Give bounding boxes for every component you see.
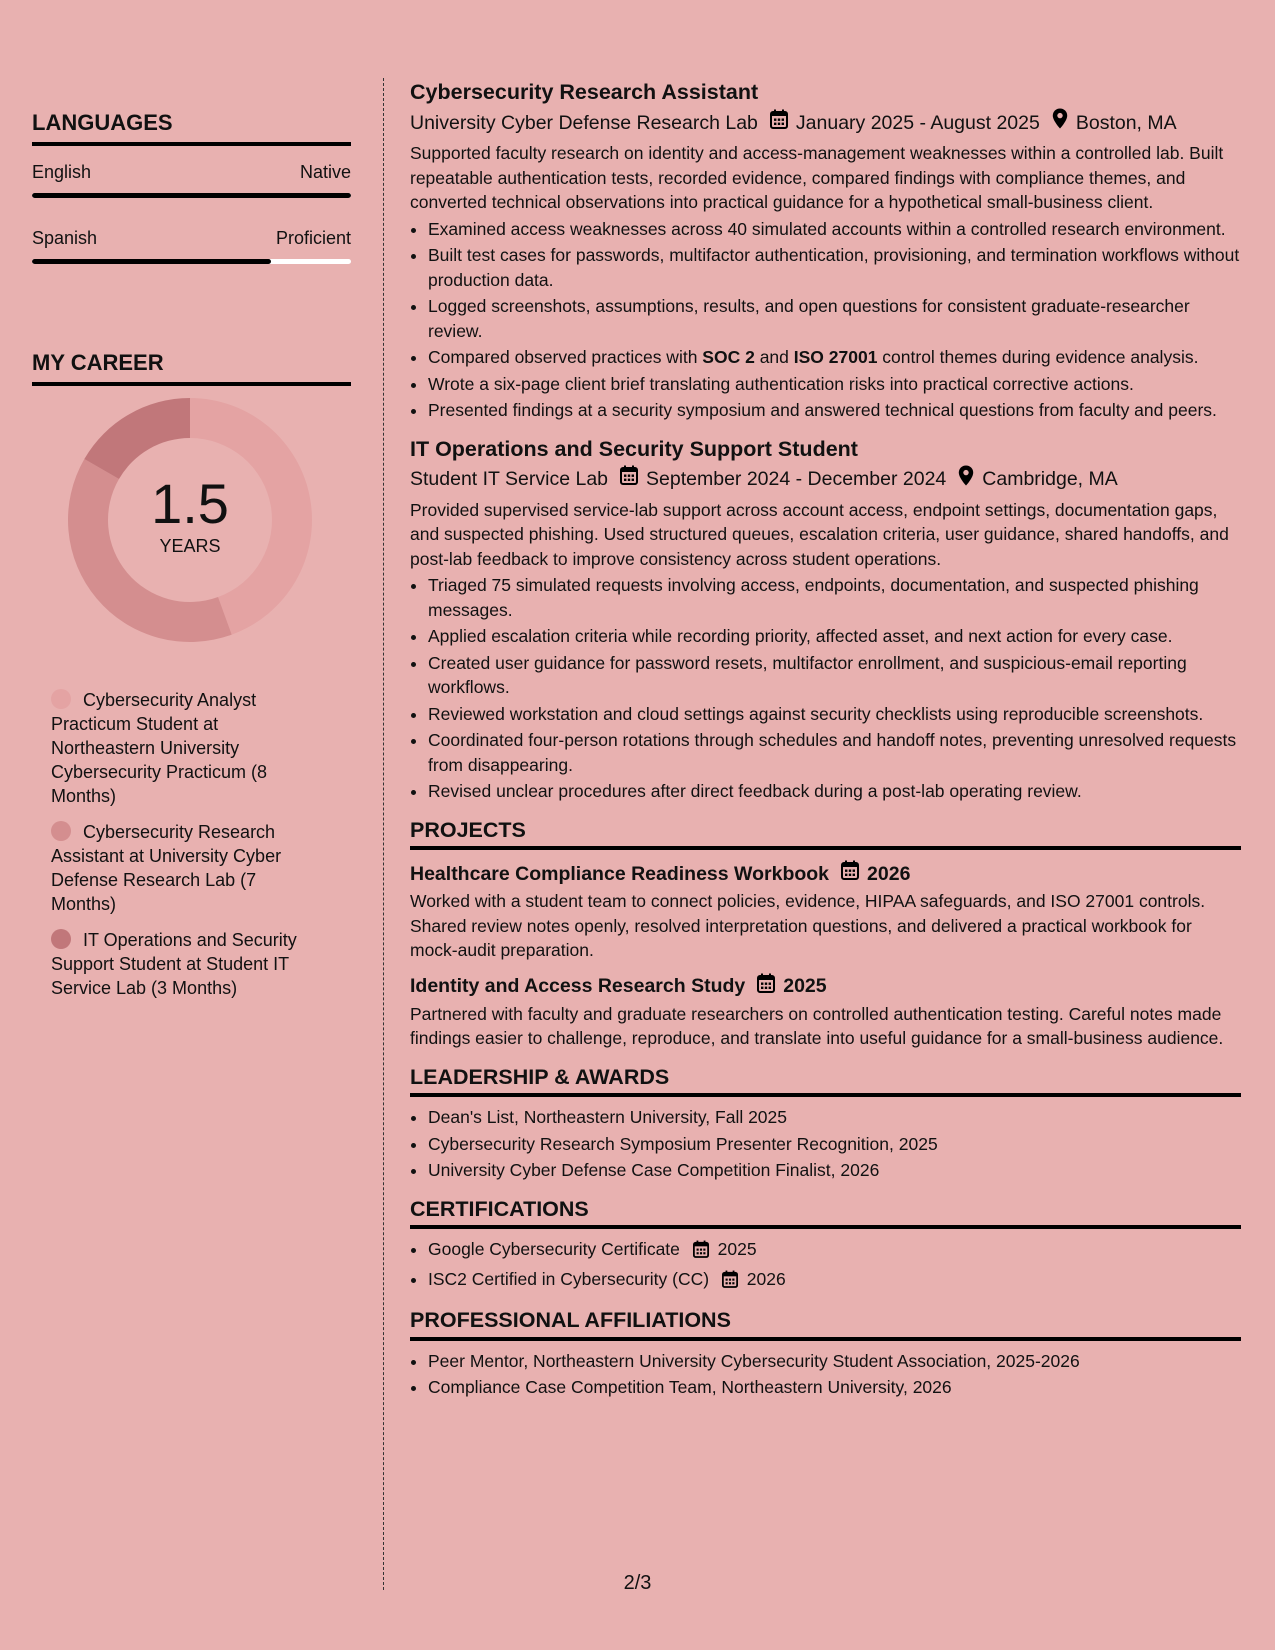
language-item xyxy=(32,228,351,264)
languages-title: LANGUAGES xyxy=(32,110,351,146)
language-proficiency-fill xyxy=(32,193,351,198)
career-total-unit: YEARS xyxy=(159,535,221,556)
page-number: 2/3 xyxy=(623,1572,652,1594)
language-item xyxy=(32,162,351,198)
project-name: Healthcare Compliance Readiness Workbook xyxy=(410,862,830,885)
project-heading xyxy=(410,973,1241,1000)
main-content xyxy=(410,78,1241,1402)
bullet-text: and xyxy=(754,347,794,367)
career-title: MY CAREER xyxy=(32,350,351,386)
career-donut-chart xyxy=(68,398,312,642)
language-level: Proficient xyxy=(275,228,351,248)
job-bullet: • Wrote a six-page client brief translating authentication risks into practical corrective actions. xyxy=(428,372,1241,397)
leadership-list xyxy=(410,1105,1241,1183)
calendar-icon xyxy=(620,465,638,493)
job-meta xyxy=(410,108,1241,137)
language-proficiency-bar xyxy=(32,193,351,198)
donut-center-label xyxy=(68,398,312,642)
experience-entry xyxy=(410,435,1241,804)
affiliation-item: • Peer Mentor, Northeastern University Cybersecurity Student Association, 2025-2026 xyxy=(428,1349,1241,1374)
career-legend-label: IT Operations and Security Support Student at Student IT Service Lab (3 Months) xyxy=(51,930,297,998)
certification-year: 2026 xyxy=(746,1268,786,1289)
job-bullet: • Logged screenshots, assumptions, results, and open questions for consistent graduate-researcher review. xyxy=(428,294,1241,343)
career-legend xyxy=(51,688,321,1012)
calendar-icon xyxy=(693,1240,709,1265)
job-bullet: • Coordinated four-person rotations through schedules and handoff notes, preventing unresolved requests from disappearing. xyxy=(428,728,1241,777)
job-location: Boston, MA xyxy=(1075,111,1177,134)
certifications-list xyxy=(410,1237,1241,1294)
calendar-icon xyxy=(770,109,788,137)
language-level: Native xyxy=(299,162,351,182)
job-dates: January 2025 - August 2025 xyxy=(795,111,1040,134)
job-title: Cybersecurity Research Assistant xyxy=(410,80,759,104)
leadership-title: LEADERSHIP & AWARDS xyxy=(410,1065,1241,1098)
affiliations-title: PROFESSIONAL AFFILIATIONS xyxy=(410,1308,1241,1341)
project-year: 2025 xyxy=(783,975,827,997)
job-bullet: • Applied escalation criteria while recording priority, affected asset, and next action for every case. xyxy=(428,624,1241,649)
project-year: 2026 xyxy=(867,862,911,885)
language-name: English xyxy=(32,162,92,182)
certification-year: 2025 xyxy=(717,1239,757,1259)
job-dates: September 2024 - December 2024 xyxy=(646,468,947,490)
job-bullet: • Reviewed workstation and cloud settings against security checklists using reproducible screenshots. xyxy=(428,702,1241,727)
legend-dot xyxy=(51,821,71,841)
leadership-item: • Cybersecurity Research Symposium Presenter Recognition, 2025 xyxy=(428,1132,1241,1157)
career-legend-item xyxy=(51,928,321,1000)
job-bullet: • Revised unclear procedures after direct feedback during a post-lab operating review. xyxy=(428,779,1241,804)
leadership-item: • University Cyber Defense Case Competition Finalist, 2026 xyxy=(428,1158,1241,1183)
bullet-text: Compared observed practices with xyxy=(428,347,703,367)
map-pin-icon xyxy=(958,465,974,494)
job-title: IT Operations and Security Support Student xyxy=(410,436,858,461)
language-name: Spanish xyxy=(32,228,98,248)
certifications-section xyxy=(410,1197,1241,1295)
leadership-item: • Dean's List, Northeastern University, Fall 2025 xyxy=(428,1105,1241,1130)
job-meta xyxy=(410,465,1241,494)
certification-name: ISC2 Certified in Cybersecurity (CC) xyxy=(428,1268,710,1289)
column-divider xyxy=(383,78,384,1590)
bullet-text: control themes during evidence analysis. xyxy=(877,347,1199,367)
experience-entry xyxy=(410,78,1241,423)
job-bullets xyxy=(410,217,1241,423)
affiliations-section xyxy=(410,1308,1241,1400)
certification-item xyxy=(428,1267,1241,1295)
career-legend-label: Cybersecurity Analyst Practicum Student at Northeastern University Cybersecurity Practicum (8 Months) xyxy=(51,690,268,806)
legend-dot xyxy=(51,929,71,949)
certifications-title: CERTIFICATIONS xyxy=(410,1197,1241,1230)
leadership-section xyxy=(410,1065,1241,1183)
job-location: Cambridge, MA xyxy=(982,468,1118,490)
career-legend-label: Cybersecurity Research Assistant at University Cyber Defense Research Lab (7 Months) xyxy=(51,822,282,914)
bullet-bold-text: ISO 27001 xyxy=(793,347,878,367)
calendar-icon xyxy=(757,973,775,1000)
language-proficiency-fill xyxy=(32,259,271,264)
affiliations-list xyxy=(410,1349,1241,1400)
project-description: Worked with a student team to connect policies, evidence, HIPAA safeguards, and ISO 27001 controls. Shared review notes openly, resolved interpretation questions, and delivered a practical workbook for mock-audit preparation. xyxy=(410,891,1206,960)
languages-section xyxy=(32,110,351,264)
projects-section xyxy=(410,818,1241,1051)
projects-title: PROJECTS xyxy=(410,818,1241,851)
affiliation-item: • Compliance Case Competition Team, Northeastern University, 2026 xyxy=(428,1375,1241,1400)
project-heading xyxy=(410,860,1241,887)
job-bullet: • Built test cases for passwords, multifactor authentication, provisioning, and termination workflows without production data. xyxy=(428,243,1241,292)
project-description: Partnered with faculty and graduate researchers on controlled authentication testing. Careful notes made findings easier to challenge, reproduce, and translate into useful guidance for a small-business audience. xyxy=(410,1003,1224,1048)
language-proficiency-bar xyxy=(32,259,351,264)
calendar-icon xyxy=(841,860,859,887)
job-bullet xyxy=(428,345,1241,370)
job-bullet: • Examined access weaknesses across 40 simulated accounts within a controlled research environment. xyxy=(428,217,1241,242)
job-bullet: • Triaged 75 simulated requests involving access, endpoints, documentation, and suspected phishing messages. xyxy=(428,573,1241,622)
job-org: Student IT Service Lab xyxy=(410,468,609,490)
career-legend-item xyxy=(51,820,321,916)
job-summary: Supported faculty research on identity and access-management weaknesses within a controlled lab. Built repeatable authentication tests, recorded evidence, compared findings with compliance themes, and converted technical observations into practical guidance for a hypothetical small-business client. xyxy=(410,143,1224,212)
project-entry xyxy=(410,860,1241,963)
project-name: Identity and Access Research Study xyxy=(410,975,746,997)
job-bullets xyxy=(410,573,1241,804)
job-org: University Cyber Defense Research Lab xyxy=(410,111,758,134)
project-entry xyxy=(410,973,1241,1051)
career-legend-item xyxy=(51,688,321,808)
career-total-value: 1.5 xyxy=(151,471,229,535)
certification-name: Google Cybersecurity Certificate xyxy=(428,1239,680,1259)
certification-item xyxy=(428,1237,1241,1265)
calendar-icon xyxy=(722,1270,738,1295)
bullet-bold-text: SOC 2 xyxy=(702,347,755,367)
career-section xyxy=(32,350,351,386)
map-pin-icon xyxy=(1052,108,1068,137)
job-bullet: • Created user guidance for password resets, multifactor enrollment, and suspicious-email reporting workflows. xyxy=(428,651,1241,700)
job-bullet: • Presented findings at a security symposium and answered technical questions from faculty and peers. xyxy=(428,398,1241,423)
job-summary: Provided supervised service-lab support across account access, endpoint settings, documentation gaps, and suspected phishing. Used structured queues, escalation criteria, user guidance, shared handoffs, and post-lab feedback to improve consistency across student operations. xyxy=(410,499,1229,569)
legend-dot xyxy=(51,689,71,709)
